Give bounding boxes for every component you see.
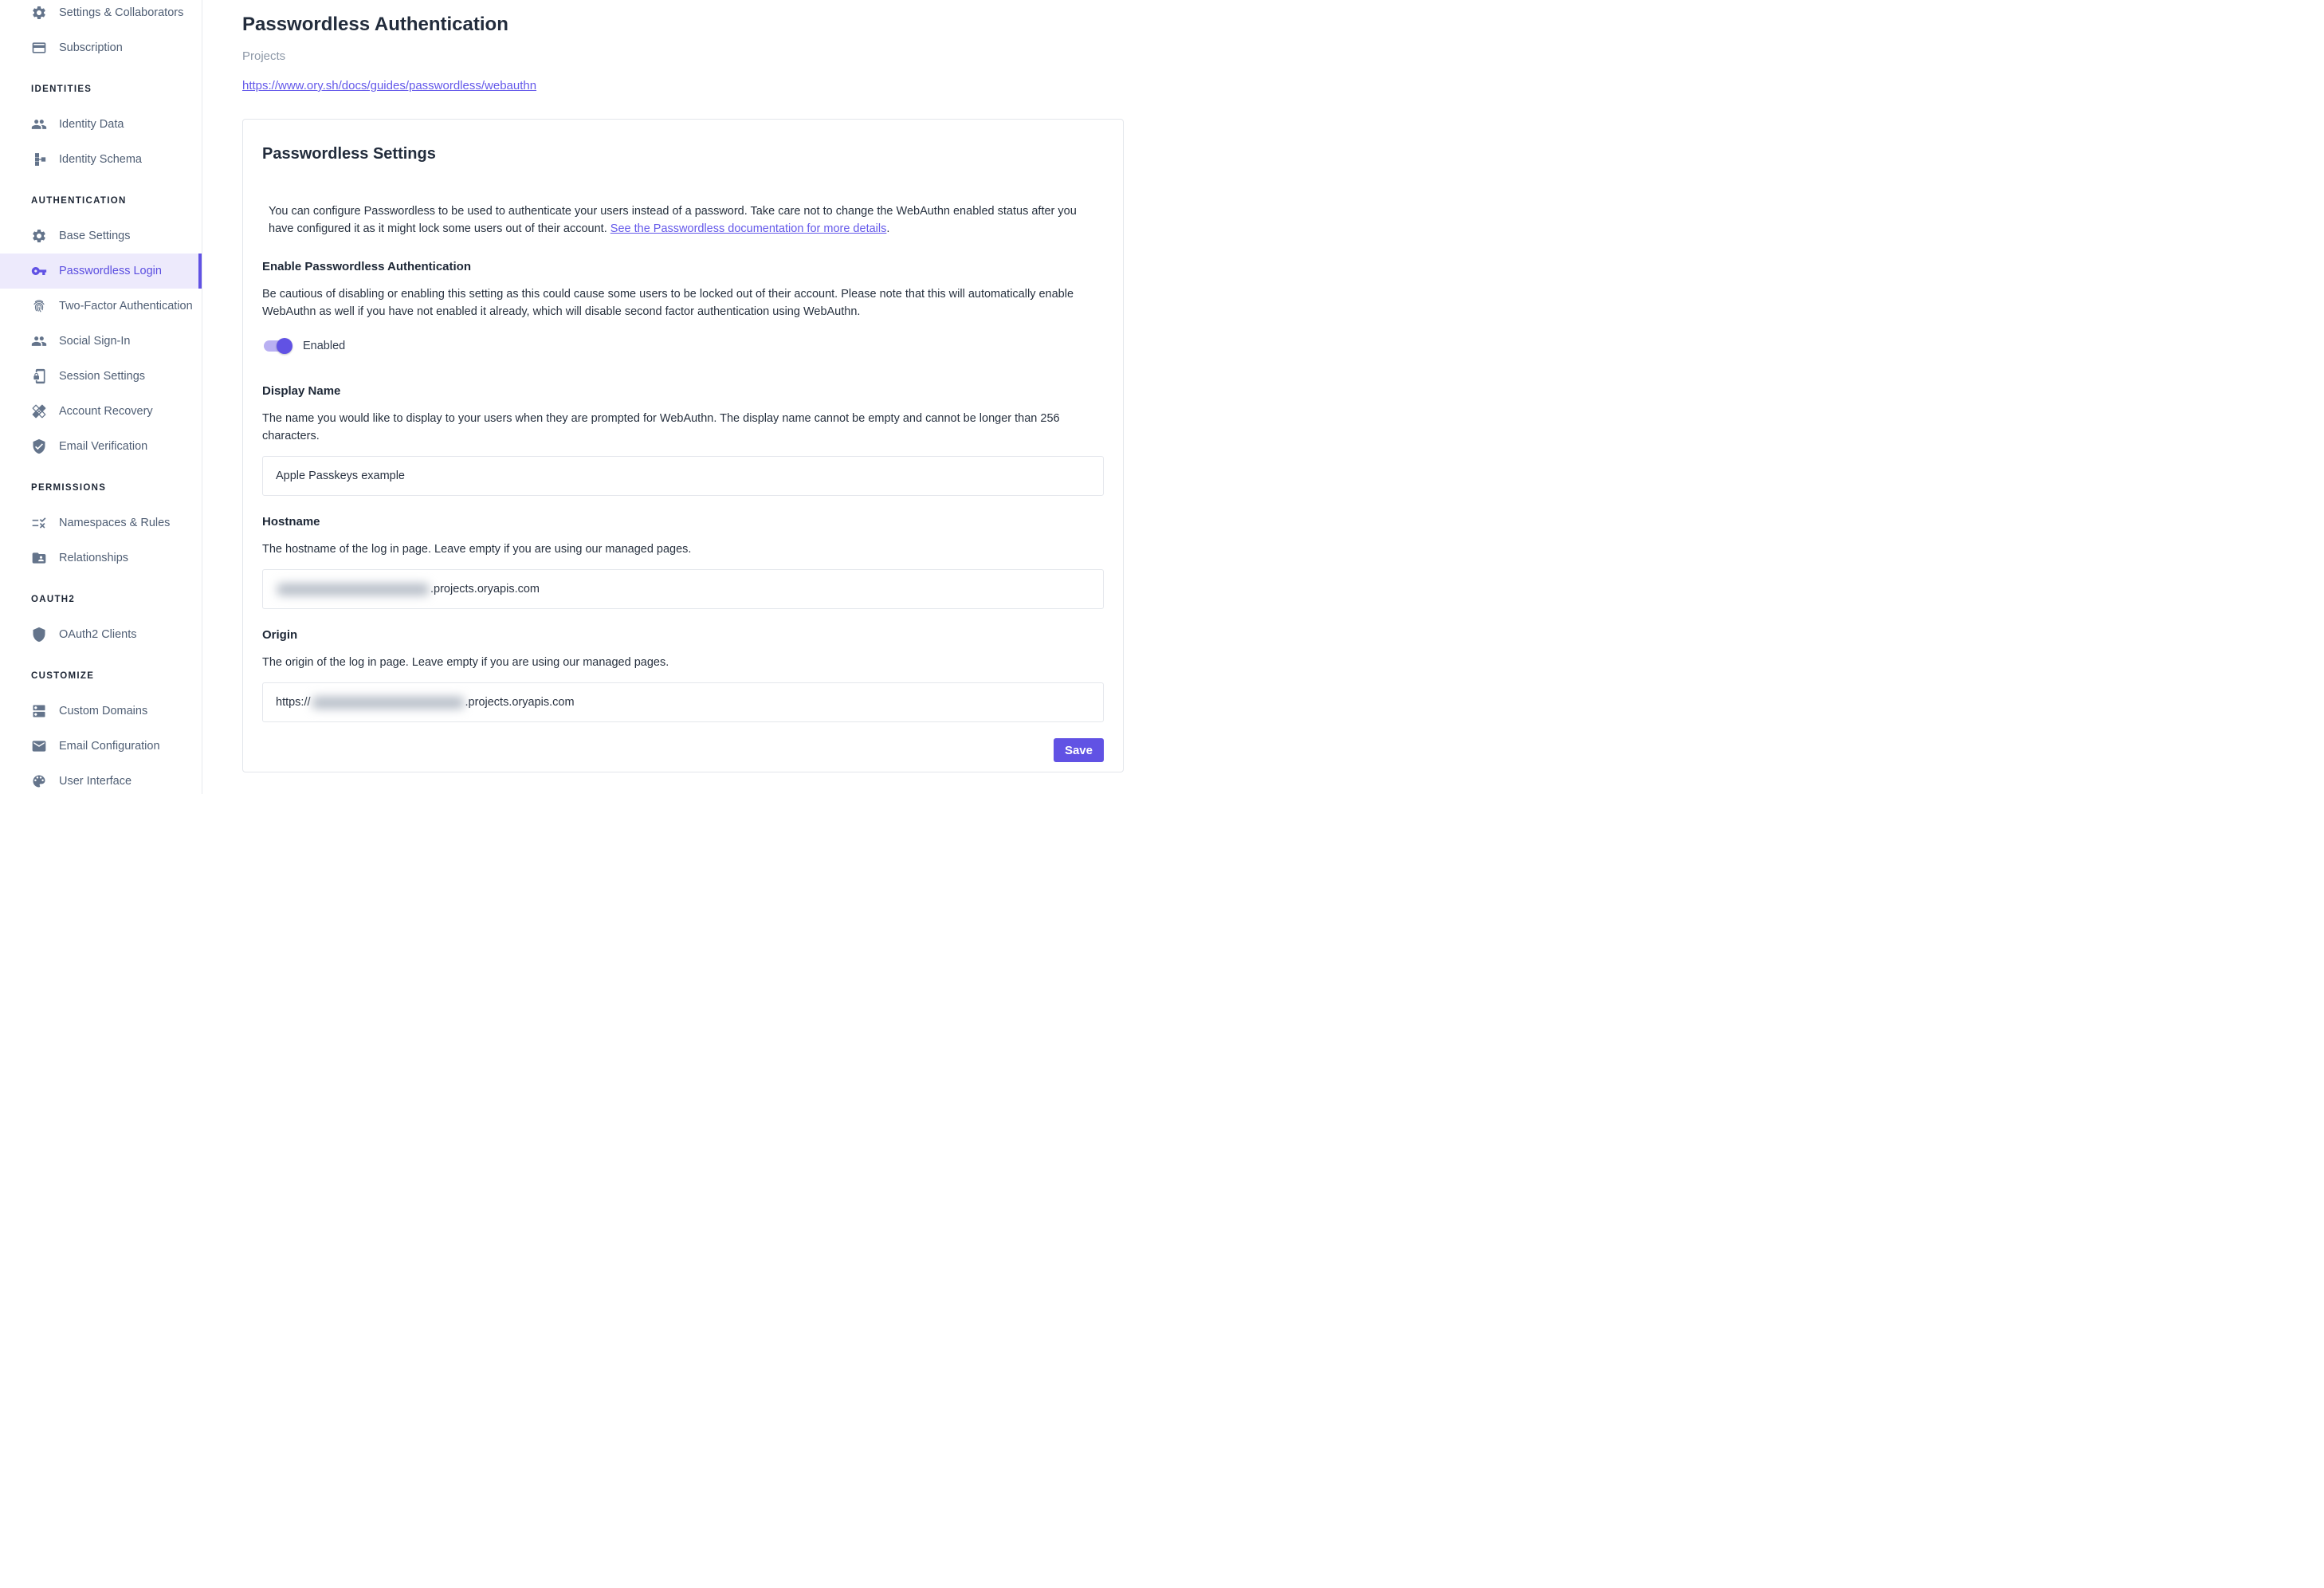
- breadcrumb: Projects: [242, 49, 286, 63]
- toggle-row: [262, 338, 1104, 354]
- sidebar-item-email-configuration[interactable]: [0, 729, 202, 764]
- hostname-description: The hostname of the log in page. Leave empty if you are using our managed pages.: [262, 543, 692, 556]
- gear-icon: [31, 228, 47, 244]
- origin-description: The origin of the log in page. Leave empty if you are using our managed pages.: [262, 656, 669, 669]
- hostname-label: Hostname: [262, 515, 320, 529]
- card-actions: [262, 738, 1104, 762]
- toggle-state-label: Enabled: [303, 340, 346, 352]
- shield-icon: [31, 627, 47, 643]
- hostname-suffix: .projects.oryapis.com: [430, 583, 540, 596]
- sidebar-item-label: OAuth2 Clients: [59, 628, 137, 641]
- gear-icon: [31, 5, 47, 21]
- passwordless-docs-link[interactable]: See the Passwordless documentation for more details: [610, 222, 887, 235]
- main-content: [202, 0, 1162, 794]
- intro-text: You can configure Passwordless to be used to authenticate your users instead of a password. Take care not to change the WebAuthn enabled status after you have configured it as it might lock some users out of their account.: [269, 205, 1077, 235]
- sidebar-item-two-factor[interactable]: [0, 289, 202, 324]
- sidebar-item-label: Email Configuration: [59, 740, 160, 753]
- sidebar-item-label: Account Recovery: [59, 405, 153, 418]
- sidebar-nav: [0, 0, 202, 794]
- display-name-value: Apple Passkeys example: [276, 470, 405, 482]
- origin-prefix: https://: [276, 696, 311, 709]
- redacted-text: [312, 697, 464, 709]
- sidebar-section-permissions: PERMISSIONS: [31, 483, 107, 493]
- sidebar-item-oauth2-clients[interactable]: [0, 617, 202, 652]
- sidebar-item-label: Session Settings: [59, 370, 146, 383]
- enable-passwordless-description: Be cautious of disabling or enabling this setting as this could cause some users to be locked out of their account. Please note that this will automatically enable WebAuthn as well if you have not enabled it already, which will disable second factor authentication using WebAuthn.: [262, 288, 1074, 318]
- origin-suffix: .projects.oryapis.com: [465, 696, 575, 709]
- sidebar-section-customize: CUSTOMIZE: [31, 671, 95, 681]
- sidebar-item-label: Subscription: [59, 41, 123, 54]
- credit-card-icon: [31, 40, 47, 56]
- sidebar-section-authentication: AUTHENTICATION: [31, 196, 127, 206]
- sidebar-item-label: Settings & Collaborators: [59, 6, 184, 19]
- sidebar-item-label: Identity Data: [59, 118, 124, 131]
- phone-lock-icon: [31, 368, 47, 384]
- rule-icon: [31, 515, 47, 531]
- healing-icon: [31, 403, 47, 419]
- shield-check-icon: [31, 438, 47, 454]
- sidebar-section-oauth2: OAUTH2: [31, 595, 76, 604]
- sidebar-item-custom-domains[interactable]: [0, 694, 202, 729]
- sidebar-item-identity-schema[interactable]: [0, 142, 202, 177]
- sidebar-item-user-interface[interactable]: [0, 764, 202, 794]
- sidebar: [0, 0, 202, 794]
- sidebar-item-label: Two-Factor Authentication: [59, 300, 193, 312]
- sidebar-item-identity-data[interactable]: [0, 107, 202, 142]
- sidebar-item-base-settings[interactable]: [0, 218, 202, 254]
- sidebar-item-session-settings[interactable]: [0, 359, 202, 394]
- origin-input[interactable]: [262, 682, 1104, 722]
- sidebar-item-subscription[interactable]: [0, 30, 202, 65]
- passwordless-toggle[interactable]: [262, 338, 292, 354]
- people-icon: [31, 116, 47, 132]
- sidebar-item-label: Namespaces & Rules: [59, 517, 171, 529]
- sidebar-item-label: Relationships: [59, 552, 129, 564]
- palette-icon: [31, 773, 47, 789]
- enable-passwordless-label: Enable Passwordless Authentication: [262, 260, 472, 273]
- app-window: [0, 0, 1162, 794]
- sidebar-item-relationships[interactable]: [0, 540, 202, 576]
- sidebar-item-label: Social Sign-In: [59, 335, 131, 348]
- save-button[interactable]: Save: [1054, 738, 1104, 762]
- passwordless-settings-card: [242, 119, 1124, 772]
- sidebar-item-label: Email Verification: [59, 440, 148, 453]
- origin-label: Origin: [262, 628, 298, 642]
- dns-icon: [31, 703, 47, 719]
- doc-link-row: [242, 78, 1162, 93]
- card-title: Passwordless Settings: [262, 145, 436, 163]
- folder-user-icon: [31, 550, 47, 566]
- display-name-label: Display Name: [262, 384, 341, 398]
- sidebar-item-social-sign-in[interactable]: [0, 324, 202, 359]
- hostname-input[interactable]: [262, 569, 1104, 609]
- intro-after-link: .: [886, 222, 890, 235]
- display-name-description: The name you would like to display to your users when they are prompted for WebAuthn. The display name cannot be empty and cannot be longer than 256 characters.: [262, 412, 1060, 442]
- sidebar-item-account-recovery[interactable]: [0, 394, 202, 429]
- sidebar-item-namespaces-rules[interactable]: [0, 505, 202, 540]
- key-icon: [31, 263, 47, 279]
- doc-link[interactable]: https://www.ory.sh/docs/guides/passwordless/webauthn: [242, 79, 537, 92]
- redacted-text: [277, 584, 429, 596]
- people-icon: [31, 333, 47, 349]
- fingerprint-icon: [31, 298, 47, 314]
- intro-paragraph: [269, 202, 1099, 238]
- sidebar-item-settings-collaborators[interactable]: [0, 0, 202, 30]
- schema-icon: [31, 151, 47, 167]
- sidebar-item-label: Identity Schema: [59, 153, 142, 166]
- display-name-input[interactable]: [262, 456, 1104, 496]
- sidebar-item-email-verification[interactable]: [0, 429, 202, 464]
- sidebar-item-label: User Interface: [59, 775, 132, 788]
- sidebar-item-label: Passwordless Login: [59, 265, 162, 277]
- toggle-thumb: [277, 338, 292, 354]
- page-title: Passwordless Authentication: [242, 14, 508, 35]
- sidebar-item-passwordless-login[interactable]: [0, 254, 202, 289]
- sidebar-item-label: Base Settings: [59, 230, 131, 242]
- sidebar-item-label: Custom Domains: [59, 705, 148, 717]
- mail-icon: [31, 738, 47, 754]
- sidebar-section-identities: IDENTITIES: [31, 85, 92, 94]
